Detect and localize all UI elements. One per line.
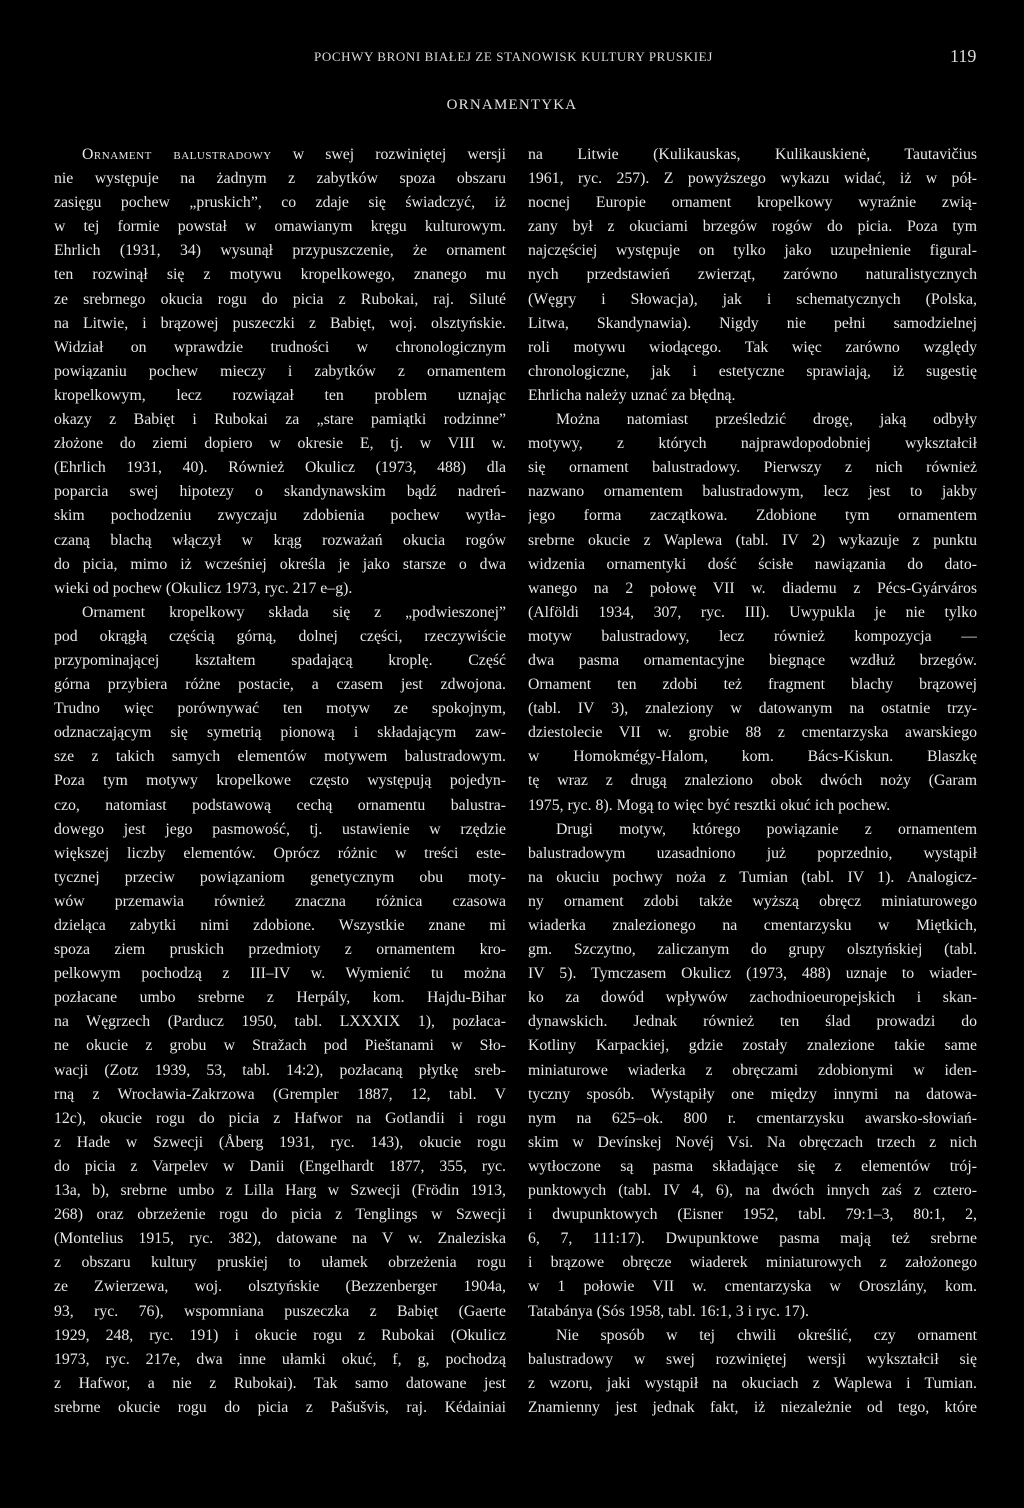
page-number: 119 bbox=[950, 46, 977, 66]
text-line: tycznej przeciw powiązaniom genetycznym obu moty- bbox=[54, 868, 506, 886]
text-line: ze Zwierzewa, woj. olsztyńskie (Bezzenberger 1904a, bbox=[54, 1278, 506, 1296]
text-line: Nie sposób w tej chwili określić, czy ornament bbox=[556, 1326, 977, 1344]
text-line: Litwa, Skandynawia). Nigdy nie pełni samodzielnej bbox=[528, 314, 977, 332]
text-line: w tej formie powstał w omawianym kręgu kulturowym. bbox=[54, 218, 506, 236]
text-line: się ornament balustradowy. Pierwszy z nich również bbox=[528, 459, 977, 477]
text-line: dwa pasma ornamentacyjne biegnące wzdłuż brzegów. bbox=[528, 651, 977, 669]
text-line: motyw balustradowy, lecz również kompozycja — bbox=[528, 627, 977, 645]
running-title: POCHWY BRONI BIAŁEJ ZE STANOWISK KULTURY PRUSKIEJ bbox=[314, 49, 713, 64]
text-line: górna przybiera różne postacie, a czasem jest zdwojona. bbox=[54, 676, 506, 694]
text-line: wytłoczone są pasma składające się z elementów trój- bbox=[528, 1157, 977, 1175]
text-line: czaną blachą włączył w krąg rozważań okucia rogów bbox=[54, 531, 506, 549]
text-line: na okuciu pochwy noża z Tumian (tabl. IV 1). Analogicz- bbox=[528, 868, 977, 886]
text-line: Drugi motyw, którego powiązanie z ornamentem bbox=[556, 820, 977, 838]
text-line: najczęściej występuje on tylko jako uzupełnienie figural- bbox=[528, 242, 977, 260]
text-line: tę wraz z drugą znaleziono obok dwóch noży (Garam bbox=[528, 772, 977, 790]
text-line: Można natomiast prześledzić drogę, jaką odbyły bbox=[556, 411, 977, 429]
text-line: w Homokmégy-Halom, kom. Bács-Kiskun. Blaszkę bbox=[528, 748, 977, 766]
text-line: do picia, mimo iż wcześniej określa je jako starsze o dwa bbox=[54, 555, 506, 573]
text-line: skim w Devínskej Novéj Vsi. Na obręczach trzech z nich bbox=[528, 1133, 977, 1151]
lead-in-small-caps: Ornament balustradowy bbox=[82, 146, 272, 163]
text-line: Ornament kropelkowy składa się z „podwieszonej” bbox=[82, 603, 506, 621]
text-line: sze z takich samych elementów motywem balustradowym. bbox=[54, 748, 506, 766]
text-line: gm. Szczytno, zaliczanym do grupy olsztyńskiej (tabl. bbox=[528, 941, 977, 959]
text-line: Trudno więc porównywać ten motyw ze spokojnym, bbox=[54, 700, 506, 718]
text-line: chronologiczne, jak i estetyczne sprawiają, iż sugestię bbox=[528, 362, 977, 380]
text-line: Ehrlich (1931, 34) wysunął przypuszczenie, że ornament bbox=[54, 242, 506, 260]
text-line: z Hafwor, a nie z Rubokai). Tak samo datowane jest bbox=[54, 1374, 506, 1392]
text-line: pozłacane umbo srebrne z Herpály, kom. Hajdu-Bihar bbox=[54, 989, 506, 1007]
text-line: jego forma zaczątkowa. Zdobione tym ornamentem bbox=[528, 507, 977, 525]
text-line: wieki od pochew (Okulicz 1973, ryc. 217 e–g). bbox=[54, 579, 353, 597]
text-line: odznaczającym się symetrią pionową i składającym zaw- bbox=[54, 724, 506, 742]
text-line: dynawskich. Jednak również ten ślad prowadzi do bbox=[528, 1013, 977, 1031]
text-line: 1973, ryc. 217e, dwa inne ułamki okuć, f, g, pochodzą bbox=[54, 1350, 506, 1368]
text-line: roli motywu wiodącego. Tak więc zarówno względy bbox=[528, 338, 977, 356]
text-line: punktowych (tabl. IV 4, 6), na dwóch innych zaś z cztero- bbox=[528, 1182, 977, 1200]
text-line: i dwupunktowych (Eisner 1952, tabl. 79:1–3, 80:1, 2, bbox=[528, 1206, 977, 1224]
text-line: nazwano ornamentem balustradowym, lecz jest to jakby bbox=[528, 483, 977, 501]
text-line: ko za dowód wpływów zachodnioeuropejskich i skan- bbox=[528, 989, 977, 1007]
text-line: 93, ryc. 76), wspomniana puszeczka z Babięt (Gaerte bbox=[54, 1302, 506, 1320]
text-line: w 1 połowie VII w. cmentarzyska w Oroszlány, kom. bbox=[528, 1278, 977, 1296]
text-line: do picia z Varpelev w Danii (Engelhardt 1877, 355, ryc. bbox=[54, 1157, 506, 1175]
text-line: Tatabánya (Sós 1958, tabl. 16:1, 3 i ryc. 17). bbox=[528, 1302, 809, 1320]
text-line: złożone do ziemi dopiero w okresie E, tj. w VIII w. bbox=[54, 435, 506, 453]
text-line: Ehrlicha należy uznać za błędną. bbox=[528, 386, 736, 404]
text-line: pelkowym pochodzą z III–IV w. Wymienić tu można bbox=[54, 965, 506, 983]
text-line: Widział on wprawdzie trudności w chronologicznym bbox=[54, 338, 506, 356]
text-line: czo, natomiast podstawową cechą ornamentu balustra- bbox=[54, 796, 506, 814]
text-line: kropelkowym, lecz rozwiązał ten problem uznając bbox=[54, 386, 506, 404]
text-line: Poza tym motywy kropelkowe często występują pojedyn- bbox=[54, 772, 506, 790]
text-line: 1975, ryc. 8). Mogą to więc być resztki okuć ich pochew. bbox=[528, 796, 891, 814]
right-column bbox=[528, 143, 977, 1420]
text-line: nie występuje na żadnym z zabytków spoza obszaru bbox=[54, 170, 506, 188]
text-line: ze srebrnego okucia rogu do picia z Rubokai, raj. Siluté bbox=[54, 290, 506, 308]
text-line: większej liczby elementów. Oprócz różnic w treści este- bbox=[54, 844, 506, 862]
text-line: ny ornament zdobi także wyższą obręcz miniaturowego bbox=[528, 892, 977, 910]
text-line: pod okrągłą częścią górną, dolnej części, rzeczywiście bbox=[54, 627, 506, 645]
text-line: Kotliny Karpackiej, gdzie zostały znalezione takie same bbox=[528, 1037, 977, 1055]
text-line: balustradowym uzasadniono już poprzednio, wystąpił bbox=[528, 844, 977, 862]
text-line: nocnej Europie ornament kropelkowy wyraźnie zwią- bbox=[528, 194, 977, 212]
text-line: Znamienny jest jednak fakt, iż niezależnie od tego, które bbox=[528, 1398, 977, 1416]
text-line: dzieląca zabytki nimi zdobione. Wszystkie znane mi bbox=[54, 917, 506, 934]
text-line: (Ehrlich 1931, 40). Również Okulicz (1973, 488) dla bbox=[54, 459, 506, 477]
text-line: nych przedstawień zwierząt, zarówno naturalistycznych bbox=[528, 266, 977, 284]
running-header bbox=[0, 46, 1024, 70]
text-line: spoza ziem pruskich przedmioty z ornamentem kro- bbox=[54, 941, 506, 959]
text-line: 268) oraz obrzeżenie rogu do picia z Tenglings w Szwecji bbox=[54, 1206, 506, 1224]
text-line: dowego jest jego pasmowość, tj. ustawienie w rzędzie bbox=[54, 820, 506, 838]
text-line: wiaderka znalezionego na cmentarzysku w Miętkich, bbox=[528, 917, 977, 934]
text-line: srebrne okucie rogu do picia z Pašušvis, raj. Kédainiai bbox=[54, 1398, 506, 1416]
text-line: (Alföldi 1934, 307, ryc. III). Uwypukla je nie tylko bbox=[528, 603, 977, 621]
section-heading: ORNAMENTYKA bbox=[446, 97, 578, 113]
text-line: wanego na 2 połowę VII w. diademu z Pécs-Gyárváros bbox=[528, 579, 977, 597]
text-line: na Litwie, i brązowej puszeczki z Babięt, woj. olsztyńskie. bbox=[54, 314, 506, 332]
text-line: Ornament balustradowy w swej rozwiniętej wersji bbox=[82, 146, 506, 163]
text-line: ten rozwinął się z motywu kropelkowego, znanego mu bbox=[54, 266, 506, 284]
text-line: (Węgry i Słowacja), jak i schematycznych (Polska, bbox=[528, 290, 977, 308]
text-line: Ornament ten zdobi też fragment blachy brązowej bbox=[528, 676, 977, 694]
text-line: z Hade w Szwecji (Åberg 1931, ryc. 143), okucie rogu bbox=[54, 1133, 506, 1151]
text-line: 13a, b), srebrne umbo z Lilla Harg w Szwecji (Frödin 1913, bbox=[54, 1182, 506, 1200]
text-line: (Montelius 1915, ryc. 382), datowane na V w. Znaleziska bbox=[54, 1230, 506, 1248]
text-line: srebrne okucie z Waplewa (tabl. IV 2) wykazuje z punktu bbox=[528, 531, 977, 549]
text-line: z wzoru, jaki wystąpił na okuciach z Waplewa i Tumian. bbox=[528, 1374, 977, 1392]
left-column bbox=[54, 143, 506, 1420]
text-line: motywy, z których najprawdopodobniej wykształcił bbox=[528, 435, 977, 453]
text-line: powiązaniu pochew mieczy i zabytków z ornamentem bbox=[54, 362, 506, 380]
text-line: IV 5). Tymczasem Okulicz (1973, 488) uznaje to wiader- bbox=[528, 965, 977, 983]
text-line: wacji (Zotz 1939, 53, tabl. 14:2), pozłacaną płytkę sreb- bbox=[54, 1061, 506, 1079]
text-line: i brązowe obręcze wiaderek miniaturowych z założonego bbox=[528, 1254, 977, 1272]
text-line: nym na 625–ok. 800 r. cmentarzysku awarsko-słowiań- bbox=[528, 1109, 977, 1127]
text-line: zasięgu pochew „pruskich”, co zdaje się świadczyć, iż bbox=[54, 194, 506, 212]
text-line: z obszaru kultury pruskiej to ułamek obrzeżenia rogu bbox=[54, 1254, 506, 1272]
text-line: zany był z okuciami brzegów rogów do picia. Poza tym bbox=[528, 218, 977, 236]
text-line: miniaturowe wiaderka z obręczami zdobionymi w iden- bbox=[528, 1061, 977, 1079]
text-line: skim pochodzeniu zwyczaju zdobienia pochew wytła- bbox=[54, 507, 506, 525]
text-line: 6, 7, 111:17). Dwupunktowe pasma mają też srebrne bbox=[528, 1230, 977, 1248]
text-line: na Litwie (Kulikauskas, Kulikauskienė, Tautavičius bbox=[528, 146, 977, 163]
text-line: balustradowy w swej rozwiniętej wersji wykształcił się bbox=[528, 1350, 977, 1368]
text-line: przypominającej kształtem spadającą kroplę. Część bbox=[54, 651, 506, 669]
text-line: 1961, ryc. 257). Z powyższego wykazu widać, iż w pół- bbox=[528, 170, 977, 188]
text-line: wów przemawia również znaczna różnica czasowa bbox=[54, 892, 506, 910]
text-line: 12c), okucie rogu do picia z Hafwor na Gotlandii i rogu bbox=[54, 1109, 506, 1127]
text-line: ne okucie z grobu w Stražach pod Pieštanami w Sło- bbox=[54, 1037, 506, 1055]
text-line: widzenia ornamentyki dość ścisłe nawiązania do dato- bbox=[528, 555, 977, 573]
text-line: (tabl. IV 3), znaleziony w datowanym na ostatnie trzy- bbox=[528, 700, 977, 718]
text-line: tyczny sposób. Wystąpiły one między innymi na datowa- bbox=[528, 1085, 977, 1103]
text-line: dziestolecie VII w. grobie 88 z cmentarzyska awarskiego bbox=[528, 724, 977, 742]
text-line: okazy z Babięt i Rubokai za „stare pamiątki rodzinne” bbox=[54, 411, 506, 429]
text-line: na Węgrzech (Parducz 1950, tabl. LXXXIX 1), pozłaca- bbox=[54, 1013, 506, 1031]
text-line: rną z Wrocławia-Zakrzowa (Grempler 1887, 12, tabl. V bbox=[54, 1085, 506, 1103]
text-line: poparcia swej hipotezy o skandynawskim bądź nadreń- bbox=[54, 483, 506, 501]
text-line: 1929, 248, ryc. 191) i okucie rogu z Rubokai (Okulicz bbox=[54, 1326, 506, 1344]
